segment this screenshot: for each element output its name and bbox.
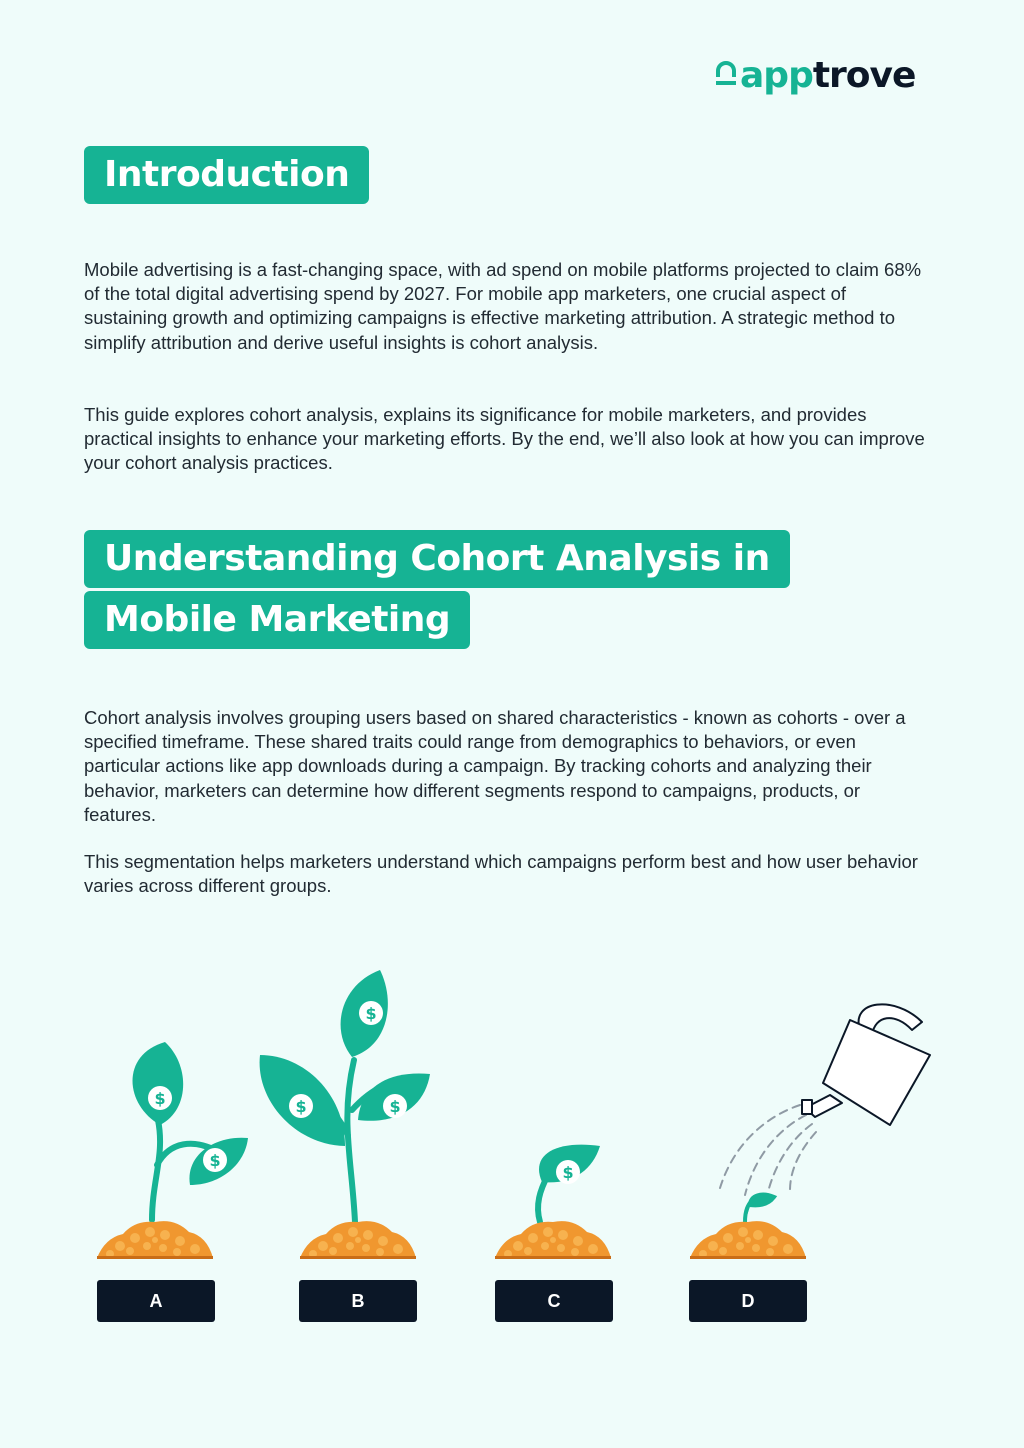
plant-a [97, 1042, 248, 1259]
cohort-label-c: C [495, 1280, 613, 1322]
water-stream [720, 1105, 816, 1195]
cohort-paragraph-2: This segmentation helps marketers understand which campaigns perform best and how user behavior varies across different groups. [84, 851, 918, 897]
plant-d [690, 1195, 806, 1259]
cohort-label-a: A [97, 1280, 215, 1322]
cohort-heading-line-1: Understanding Cohort Analysis in [84, 530, 790, 588]
intro-paragraph-2: This guide explores cohort analysis, explains its significance for mobile marketers, and provides practical insights to enhance your marketing efforts. By the end, we’ll also look at how you can improve your cohort analysis practices. [84, 404, 925, 474]
cohort-heading-line-2: Mobile Marketing [84, 591, 470, 649]
plant-c [495, 1145, 611, 1259]
growth-illustration: $ [90, 960, 950, 1340]
logo-text-trove: trove [812, 55, 916, 96]
cohort-paragraph-1: Cohort analysis involves grouping users based on shared characteristics - known as cohorts - over a specified timeframe. These shared traits could range from demographics to behaviors, or even particular actions like app downloads during a campaign. By tracking cohorts and analyzing their behavior, marketers can determine how different segments respond to campaigns, products, or features. [84, 707, 906, 825]
cohort-label-b: B [299, 1280, 417, 1322]
plant-a-leaf-1 [133, 1042, 184, 1125]
plant-b [260, 970, 430, 1259]
cohort-label-d: D [689, 1280, 807, 1322]
logo-text-app: app [740, 55, 813, 96]
intro-heading: Introduction [84, 146, 369, 204]
plant-d-sprout [745, 1195, 774, 1222]
watering-can-icon [802, 1004, 930, 1125]
brand-logo [714, 56, 915, 96]
apptrove-logo-icon [714, 59, 738, 93]
intro-paragraph-1: Mobile advertising is a fast-changing space, with ad spend on mobile platforms projected to claim 68% of the total digital advertising spend by 2027. For mobile app marketers, one crucial aspect of sustaining growth and optimizing campaigns is effective marketing attribution. A strategic method to simplify attribution and derive useful insights is cohort analysis. [84, 259, 922, 353]
